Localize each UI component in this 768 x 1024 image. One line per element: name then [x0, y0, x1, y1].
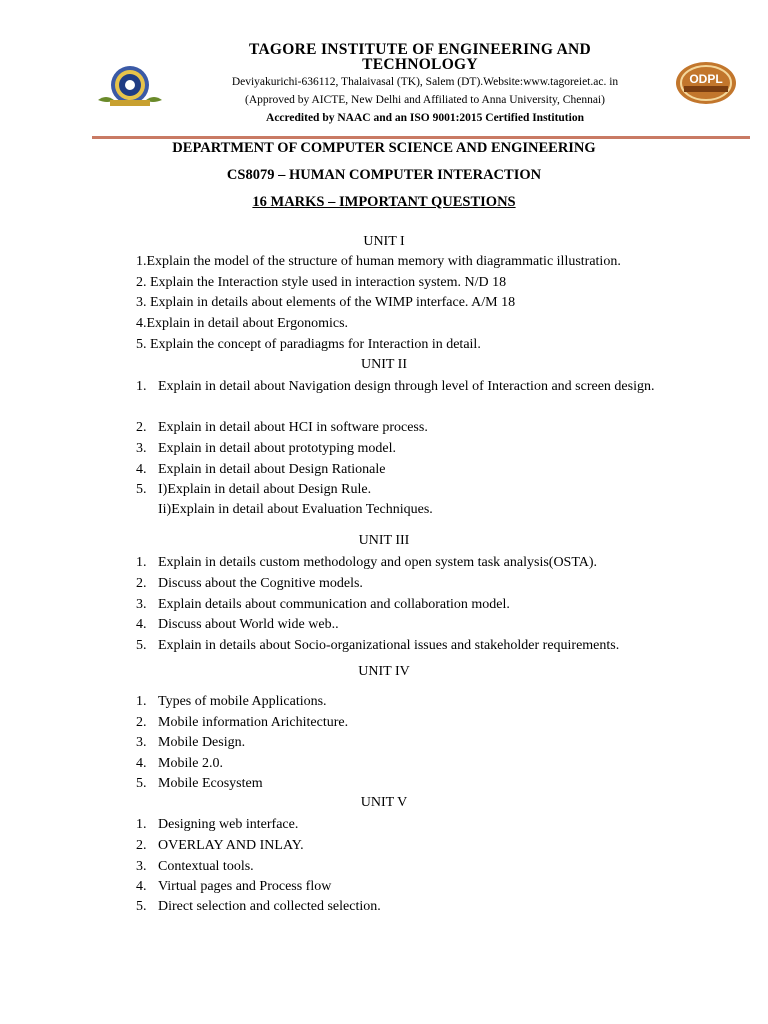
question-item: 1.Explain the model of the structure of human memory with diagrammatic illustration. [136, 254, 621, 269]
question-text: Explain in detail about prototyping model. [158, 441, 396, 456]
approval-line: (Approved by AICTE, New Delhi and Affiliated to Anna University, Chennai) [245, 94, 605, 106]
questions-heading: 16 MARKS – IMPORTANT QUESTIONS [252, 194, 516, 210]
question-text: Ii)Explain in detail about Evaluation Techniques. [158, 502, 433, 517]
question-number: 2. [136, 715, 147, 730]
question-item [136, 460, 678, 481]
question-number: 2. [136, 420, 147, 435]
question-text: Explain in details about Socio-organizational issues and stakeholder requirements. [158, 638, 620, 653]
question-item [136, 574, 678, 595]
question-item [136, 377, 678, 398]
question-item [136, 692, 678, 713]
question-item [136, 713, 678, 734]
question-item [136, 897, 678, 918]
question-text: Mobile 2.0. [158, 756, 223, 771]
question-number: 5. [136, 482, 147, 497]
question-item [136, 877, 678, 898]
question-number: 4. [136, 617, 147, 632]
question-item [136, 836, 678, 857]
question-text: Explain in detail about Design Rationale [158, 462, 386, 477]
unit-heading: UNIT I [363, 234, 405, 249]
question-text: Explain in detail about HCI in software process. [158, 420, 428, 435]
question-number: 3. [136, 597, 147, 612]
question-item: 4.Explain in detail about Ergonomics. [136, 316, 349, 331]
unit-heading: UNIT II [360, 357, 407, 372]
unit-heading: UNIT III [358, 533, 410, 548]
question-number: 4. [136, 756, 147, 771]
question-item [136, 754, 678, 775]
question-text: Designing web interface. [158, 817, 299, 832]
question-item [136, 774, 678, 795]
question-item: 5. Explain the concept of paradiagms for Interaction in detail. [136, 337, 481, 352]
seal-text: ODPL [689, 72, 723, 86]
question-text: Direct selection and collected selection. [158, 899, 381, 914]
question-number: 2. [136, 838, 147, 853]
question-number: 4. [136, 462, 147, 477]
question-number: 3. [136, 735, 147, 750]
question-text: I)Explain in detail about Design Rule. [158, 482, 372, 497]
question-text: Explain details about communication and collaboration model. [158, 597, 510, 612]
question-text: Mobile Design. [158, 735, 246, 750]
question-continuation [136, 500, 678, 521]
question-number: 5. [136, 638, 147, 653]
question-text: Discuss about the Cognitive models. [158, 576, 363, 591]
accreditation-line: Accredited by NAAC and an ISO 9001:2015 Certified Institution [266, 112, 584, 124]
department-title: DEPARTMENT OF COMPUTER SCIENCE AND ENGINEERING [172, 140, 596, 156]
question-text: Mobile information Arichitecture. [158, 715, 349, 730]
question-item [136, 815, 678, 836]
question-text: Discuss about World wide web.. [158, 617, 339, 632]
institute-address: Deviyakurichi-636112, Thalaivasal (TK), Salem (DT).Website:www.tagoreiet.ac. in [231, 76, 619, 88]
question-number: 4. [136, 879, 147, 894]
question-item [136, 636, 678, 657]
question-number: 1. [136, 555, 147, 570]
question-text: Explain in detail about Navigation design through level of Interaction and screen design. [158, 379, 655, 394]
question-item: 3. Explain in details about elements of the WIMP interface. A/M 18 [136, 295, 516, 310]
question-number: 1. [136, 817, 147, 832]
institute-name: TAGORE INSTITUTE OF ENGINEERING AND TECHNOLOGY [248, 41, 592, 73]
question-item [136, 439, 678, 460]
question-item [136, 595, 678, 616]
odpl-certification-seal-icon [674, 60, 738, 106]
question-number: 2. [136, 576, 147, 591]
question-number: 3. [136, 859, 147, 874]
question-text: Mobile Ecosystem [158, 776, 263, 791]
question-item [136, 553, 678, 574]
question-item [136, 418, 678, 439]
question-number: 5. [136, 776, 147, 791]
unit-heading: UNIT IV [358, 664, 410, 679]
question-item [136, 480, 678, 501]
question-number: 3. [136, 441, 147, 456]
question-text: OVERLAY AND INLAY. [158, 838, 304, 853]
header-divider [92, 136, 750, 139]
question-text: Explain in details custom methodology and open system task analysis(OSTA). [158, 555, 598, 570]
course-title: CS8079 – HUMAN COMPUTER INTERACTION [226, 167, 542, 183]
question-item [136, 733, 678, 754]
question-text: Virtual pages and Process flow [158, 879, 332, 894]
question-item [136, 615, 678, 636]
college-emblem-icon [96, 64, 164, 108]
unit-heading: UNIT V [360, 795, 408, 810]
question-number: 1. [136, 379, 147, 394]
question-text: Contextual tools. [158, 859, 254, 874]
question-number: 1. [136, 694, 147, 709]
question-number: 5. [136, 899, 147, 914]
question-text: Types of mobile Applications. [158, 694, 327, 709]
question-item: 2. Explain the Interaction style used in interaction system. N/D 18 [136, 275, 507, 290]
question-item [136, 857, 678, 878]
